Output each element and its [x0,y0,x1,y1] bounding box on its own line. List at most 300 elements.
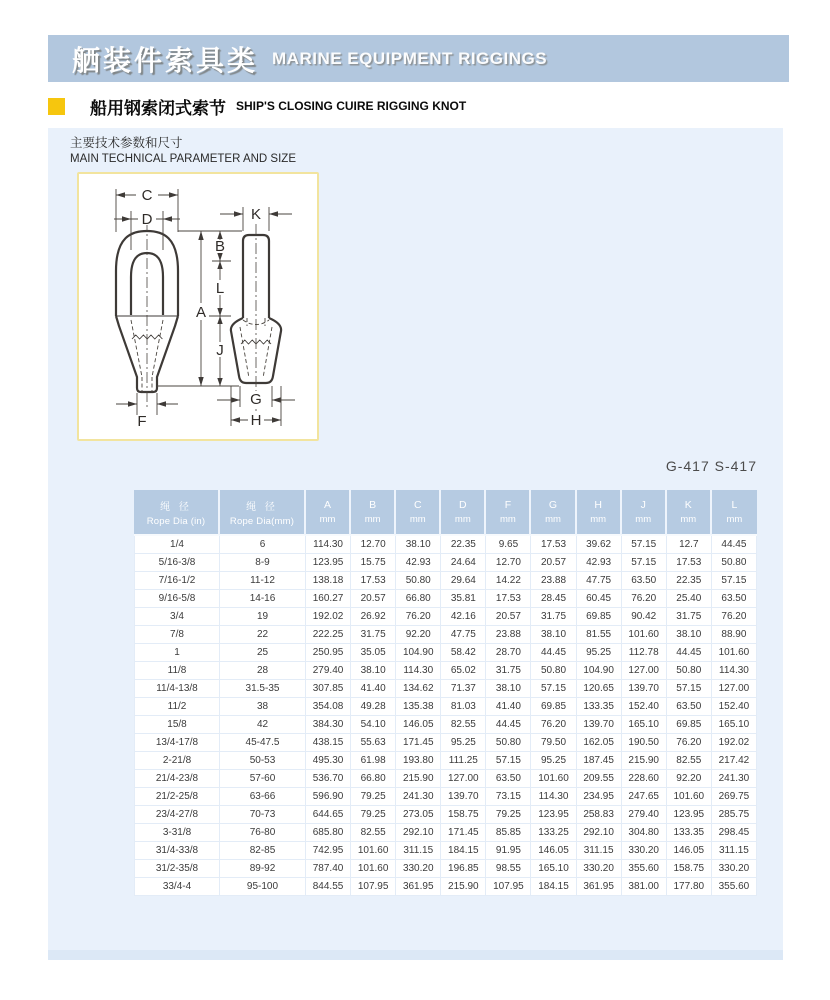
table-cell: 17.53 [531,536,576,554]
table-cell: 50.80 [396,572,441,590]
table-cell: 139.70 [622,680,667,698]
table-cell: 330.20 [622,842,667,860]
table-cell: 146.05 [396,716,441,734]
dim-label-K: K [250,206,262,223]
table-cell: 114.30 [531,788,576,806]
dim-letter: D [459,499,467,511]
table-cell: 47.75 [441,626,486,644]
table-cell: 787.40 [306,860,351,878]
table-cell: 79.25 [486,806,531,824]
table-cell: 28.45 [531,590,576,608]
table-cell: 69.85 [667,716,712,734]
table-cell: 70-73 [220,806,306,824]
table-cell: 133.35 [667,824,712,842]
table-cell: 60.45 [577,590,622,608]
table-cell: 79.25 [351,806,396,824]
table-cell: 63.50 [712,590,757,608]
arrow [217,316,222,324]
dim-label-H: H [250,412,262,429]
table-cell: 38.10 [486,680,531,698]
col-header-en: Rope Dia(mm) [229,515,295,527]
table-cell: 6 [220,536,306,554]
table-cell: 190.50 [622,734,667,752]
table-cell: 73.15 [486,788,531,806]
table-cell: 82-85 [220,842,306,860]
table-cell: 7/16-1/2 [134,572,220,590]
table-cell: 33/4-4 [134,878,220,896]
table-cell: 330.20 [577,860,622,878]
arrow [231,417,240,423]
col-header-dim-c [396,490,441,536]
table-cell: 63.50 [486,770,531,788]
table-cell: 31/2-35/8 [134,860,220,878]
col-header-zh: 绳 径 [246,501,278,513]
table-cell: 57.15 [486,752,531,770]
table-cell: 82.55 [441,716,486,734]
table-cell: 123.95 [306,554,351,572]
banner-title-en: MARINE EQUIPMENT RIGGINGS [272,48,548,68]
table-cell: 127.00 [441,770,486,788]
arrow [128,401,137,407]
table-cell: 11-12 [220,572,306,590]
table-cell: 63.50 [667,698,712,716]
table-cell: 101.60 [351,860,396,878]
table-cell: 22.35 [441,536,486,554]
table-cell: 298.45 [712,824,757,842]
table-cell: 17.53 [667,554,712,572]
banner-title-zh: 舾装件索具类 [72,44,259,76]
col-header-rope-dia-mm [220,490,306,536]
dim-letter: F [504,499,512,511]
table-cell: 162.05 [577,734,622,752]
table-cell: 134.62 [396,680,441,698]
page-banner [48,35,789,82]
table-cell: 66.80 [351,770,396,788]
table-cell: 11/8 [134,662,220,680]
table-cell: 22.35 [667,572,712,590]
table-cell: 217.42 [712,752,757,770]
table-cell: 133.35 [577,698,622,716]
table-cell: 54.10 [351,716,396,734]
table-cell: 269.75 [712,788,757,806]
table-cell: 114.30 [712,662,757,680]
table-cell: 31.75 [667,608,712,626]
table-cell: 139.70 [577,716,622,734]
dim-unit: mm [635,514,652,525]
table-cell: 28 [220,662,306,680]
dim-label-B: B [214,238,226,255]
table-cell: 44.45 [667,644,712,662]
spec-table-head [134,490,757,536]
table-cell: 101.60 [667,788,712,806]
table-cell: 644.65 [306,806,351,824]
table-cell: 29.64 [441,572,486,590]
col-header-dim-l [712,490,757,536]
table-cell: 22 [220,626,306,644]
table-cell: 65.02 [441,662,486,680]
table-cell: 536.70 [306,770,351,788]
table-cell: 311.15 [712,842,757,860]
table-cell: 25 [220,644,306,662]
spec-table-body [134,536,757,896]
table-cell: 42.16 [441,608,486,626]
table-cell: 76.20 [622,590,667,608]
table-row [134,716,757,734]
table-cell: 171.45 [441,824,486,842]
table-cell: 44.45 [531,644,576,662]
table-cell: 112.78 [622,644,667,662]
table-cell: 146.05 [667,842,712,860]
table-cell: 50.80 [486,734,531,752]
table-cell: 14-16 [220,590,306,608]
table-cell: 187.45 [577,752,622,770]
socket-drawing [79,174,317,439]
table-cell: 25.40 [667,590,712,608]
table-cell: 1 [134,644,220,662]
parameter-label-en: MAIN TECHNICAL PARAMETER AND SIZE [70,153,296,165]
table-cell: 355.60 [622,860,667,878]
table-cell: 11/4-13/8 [134,680,220,698]
table-cell: 104.90 [396,644,441,662]
table-cell: 50-53 [220,752,306,770]
section-marker-square [48,98,65,115]
table-cell: 127.00 [622,662,667,680]
table-cell: 361.95 [396,878,441,896]
table-cell: 292.10 [396,824,441,842]
table-cell: 38.10 [667,626,712,644]
table-cell: 8-9 [220,554,306,572]
table-cell: 63.50 [622,572,667,590]
table-cell: 1/4 [134,536,220,554]
table-row [134,554,757,572]
table-cell: 50.80 [712,554,757,572]
col-header-en: Rope Dia (in) [146,515,206,527]
arrow [269,211,278,217]
table-cell: 76.20 [712,608,757,626]
table-cell: 57.15 [712,572,757,590]
arrow [272,417,281,423]
table-cell: 307.85 [306,680,351,698]
section-title-row [48,96,466,116]
arrow [198,231,203,240]
table-cell: 184.15 [441,842,486,860]
table-cell: 107.95 [486,878,531,896]
table-cell: 57.15 [622,554,667,572]
table-cell: 311.15 [577,842,622,860]
table-cell: 138.18 [306,572,351,590]
dim-letter: K [684,499,692,511]
model-code-label: G-417 S-417 [665,458,757,474]
table-cell: 47.75 [577,572,622,590]
dim-unit: mm [680,514,697,525]
table-cell: 146.05 [531,842,576,860]
table-cell: 139.70 [441,788,486,806]
table-cell: 20.57 [531,554,576,572]
table-cell: 177.80 [667,878,712,896]
arrow [272,397,281,403]
col-header-zh: 绳 径 [160,501,192,513]
table-cell: 76.20 [396,608,441,626]
dim-letter: L [731,499,738,511]
dim-unit: mm [726,514,743,525]
table-cell: 92.20 [396,626,441,644]
table-cell: 285.75 [712,806,757,824]
dim-unit: mm [364,514,381,525]
col-header-dim-k [667,490,712,536]
table-cell: 19 [220,608,306,626]
table-cell: 258.83 [577,806,622,824]
table-row [134,824,757,842]
table-cell: 279.40 [622,806,667,824]
table-cell: 31.75 [531,608,576,626]
arrow [116,192,125,198]
table-cell: 192.02 [712,734,757,752]
table-cell: 330.20 [712,860,757,878]
table-cell: 57.15 [667,680,712,698]
table-cell: 104.90 [577,662,622,680]
table-cell: 76.20 [531,716,576,734]
table-cell: 44.45 [712,536,757,554]
table-cell: 95.25 [531,752,576,770]
table-cell: 38.10 [531,626,576,644]
table-cell: 279.40 [306,662,351,680]
table-cell: 438.15 [306,734,351,752]
col-header-dim-a [306,490,351,536]
arrow [217,378,222,386]
table-cell: 193.80 [396,752,441,770]
table-cell: 21/4-23/8 [134,770,220,788]
table-cell: 12.70 [486,554,531,572]
dim-letter: A [324,499,332,511]
table-cell: 38 [220,698,306,716]
table-cell: 133.25 [531,824,576,842]
table-cell: 57.15 [622,536,667,554]
table-row [134,752,757,770]
table-cell: 192.02 [306,608,351,626]
header-row [134,490,757,536]
table-cell: 44.45 [486,716,531,734]
table-cell: 12.70 [351,536,396,554]
table-row [134,770,757,788]
table-cell: 12.7 [667,536,712,554]
table-row [134,680,757,698]
arrow [198,377,203,386]
dim-letter: C [413,499,422,511]
table-cell: 69.85 [577,608,622,626]
table-cell: 92.20 [667,770,712,788]
table-cell: 81.55 [577,626,622,644]
table-cell: 91.95 [486,842,531,860]
table-cell: 85.85 [486,824,531,842]
table-cell: 57-60 [220,770,306,788]
table-cell: 165.10 [622,716,667,734]
table-row [134,662,757,680]
dim-letter: G [548,499,558,511]
arrow [163,216,172,222]
table-cell: 66.80 [396,590,441,608]
table-cell: 31/4-33/8 [134,842,220,860]
arrow [217,308,222,316]
table-cell: 11/2 [134,698,220,716]
table-cell: 98.55 [486,860,531,878]
col-header-dim-g [531,490,576,536]
technical-diagram [77,172,319,441]
table-cell: 120.65 [577,680,622,698]
table-cell: 50.80 [667,662,712,680]
table-row [134,698,757,716]
dim-label-G: G [250,391,262,408]
table-cell: 209.55 [577,770,622,788]
table-cell: 135.38 [396,698,441,716]
table-cell: 41.40 [486,698,531,716]
table-cell: 158.75 [441,806,486,824]
table-cell: 45-47.5 [220,734,306,752]
arrow [234,211,243,217]
table-cell: 76.20 [667,734,712,752]
table-cell: 31.5-35 [220,680,306,698]
table-cell: 82.55 [667,752,712,770]
table-cell: 79.25 [351,788,396,806]
table-cell: 14.22 [486,572,531,590]
section-title-en: SHIP'S CLOSING CUIRE RIGGING KNOT [236,99,467,113]
table-cell: 273.05 [396,806,441,824]
table-row [134,590,757,608]
table-cell: 9/16-5/8 [134,590,220,608]
table-cell: 228.60 [622,770,667,788]
table-cell: 38.10 [396,536,441,554]
table-cell: 28.70 [486,644,531,662]
table-cell: 3/4 [134,608,220,626]
table-cell: 222.25 [306,626,351,644]
table-cell: 79.50 [531,734,576,752]
table-cell: 742.95 [306,842,351,860]
table-cell: 21/2-25/8 [134,788,220,806]
table-cell: 381.00 [622,878,667,896]
table-cell: 55.63 [351,734,396,752]
table-row [134,572,757,590]
table-cell: 123.95 [667,806,712,824]
table-cell: 57.15 [531,680,576,698]
table-cell: 42.93 [577,554,622,572]
table-cell: 20.57 [351,590,396,608]
table-cell: 158.75 [667,860,712,878]
table-cell: 241.30 [396,788,441,806]
table-cell: 171.45 [396,734,441,752]
table-cell: 495.30 [306,752,351,770]
arrow [231,397,240,403]
table-cell: 76-80 [220,824,306,842]
col-header-rope-dia-in [134,490,220,536]
table-cell: 165.10 [712,716,757,734]
dim-label-L: L [215,280,225,297]
table-cell: 63-66 [220,788,306,806]
arrow [169,192,178,198]
table-cell: 247.65 [622,788,667,806]
table-cell: 31.75 [351,626,396,644]
arrow [217,261,222,269]
dim-unit: mm [500,514,516,525]
content-panel [48,128,783,960]
table-cell: 9.65 [486,536,531,554]
dim-label-D: D [141,211,153,228]
table-cell: 90.42 [622,608,667,626]
table-cell: 215.90 [396,770,441,788]
table-cell: 42 [220,716,306,734]
col-header-dim-d [441,490,486,536]
table-cell: 304.80 [622,824,667,842]
table-cell: 215.90 [441,878,486,896]
table-row [134,860,757,878]
table-cell: 35.81 [441,590,486,608]
parameter-label [70,135,296,167]
table-cell: 844.55 [306,878,351,896]
table-cell: 71.37 [441,680,486,698]
dim-label-C: C [141,187,153,204]
table-cell: 42.93 [396,554,441,572]
table-cell: 35.05 [351,644,396,662]
table-cell: 101.60 [531,770,576,788]
dim-label-J: J [216,342,224,359]
table-cell: 95.25 [577,644,622,662]
table-cell: 69.85 [531,698,576,716]
table-cell: 23/4-27/8 [134,806,220,824]
arrow [157,401,166,407]
table-cell: 7/8 [134,626,220,644]
table-cell: 184.15 [531,878,576,896]
table-cell: 20.57 [486,608,531,626]
table-cell: 160.27 [306,590,351,608]
table-cell: 355.60 [712,878,757,896]
table-row [134,608,757,626]
dim-unit: mm [319,514,336,525]
table-cell: 152.40 [622,698,667,716]
table-cell: 38.10 [351,662,396,680]
table-cell: 17.53 [351,572,396,590]
table-cell: 58.42 [441,644,486,662]
table-cell: 215.90 [622,752,667,770]
table-cell: 88.90 [712,626,757,644]
dim-unit: mm [590,514,607,525]
table-cell: 95-100 [220,878,306,896]
table-cell: 165.10 [531,860,576,878]
table-cell: 234.95 [577,788,622,806]
table-cell: 114.30 [396,662,441,680]
dim-letter: J [640,499,646,511]
table-cell: 292.10 [577,824,622,842]
table-row [134,626,757,644]
table-cell: 196.85 [441,860,486,878]
table-cell: 596.90 [306,788,351,806]
table-cell: 241.30 [712,770,757,788]
table-cell: 685.80 [306,824,351,842]
table-cell: 330.20 [396,860,441,878]
table-row [134,536,757,554]
table-cell: 2-21/8 [134,752,220,770]
table-cell: 89-92 [220,860,306,878]
dim-label-F: F [137,413,147,430]
section-title-zh: 船用钢索闭式索节 [90,98,226,118]
table-cell: 41.40 [351,680,396,698]
table-cell: 23.88 [531,572,576,590]
table-cell: 3-31/8 [134,824,220,842]
table-cell: 101.60 [622,626,667,644]
table-cell: 61.98 [351,752,396,770]
table-cell: 15.75 [351,554,396,572]
table-cell: 311.15 [396,842,441,860]
table-cell: 354.08 [306,698,351,716]
col-header-dim-b [351,490,396,536]
table-cell: 13/4-17/8 [134,734,220,752]
